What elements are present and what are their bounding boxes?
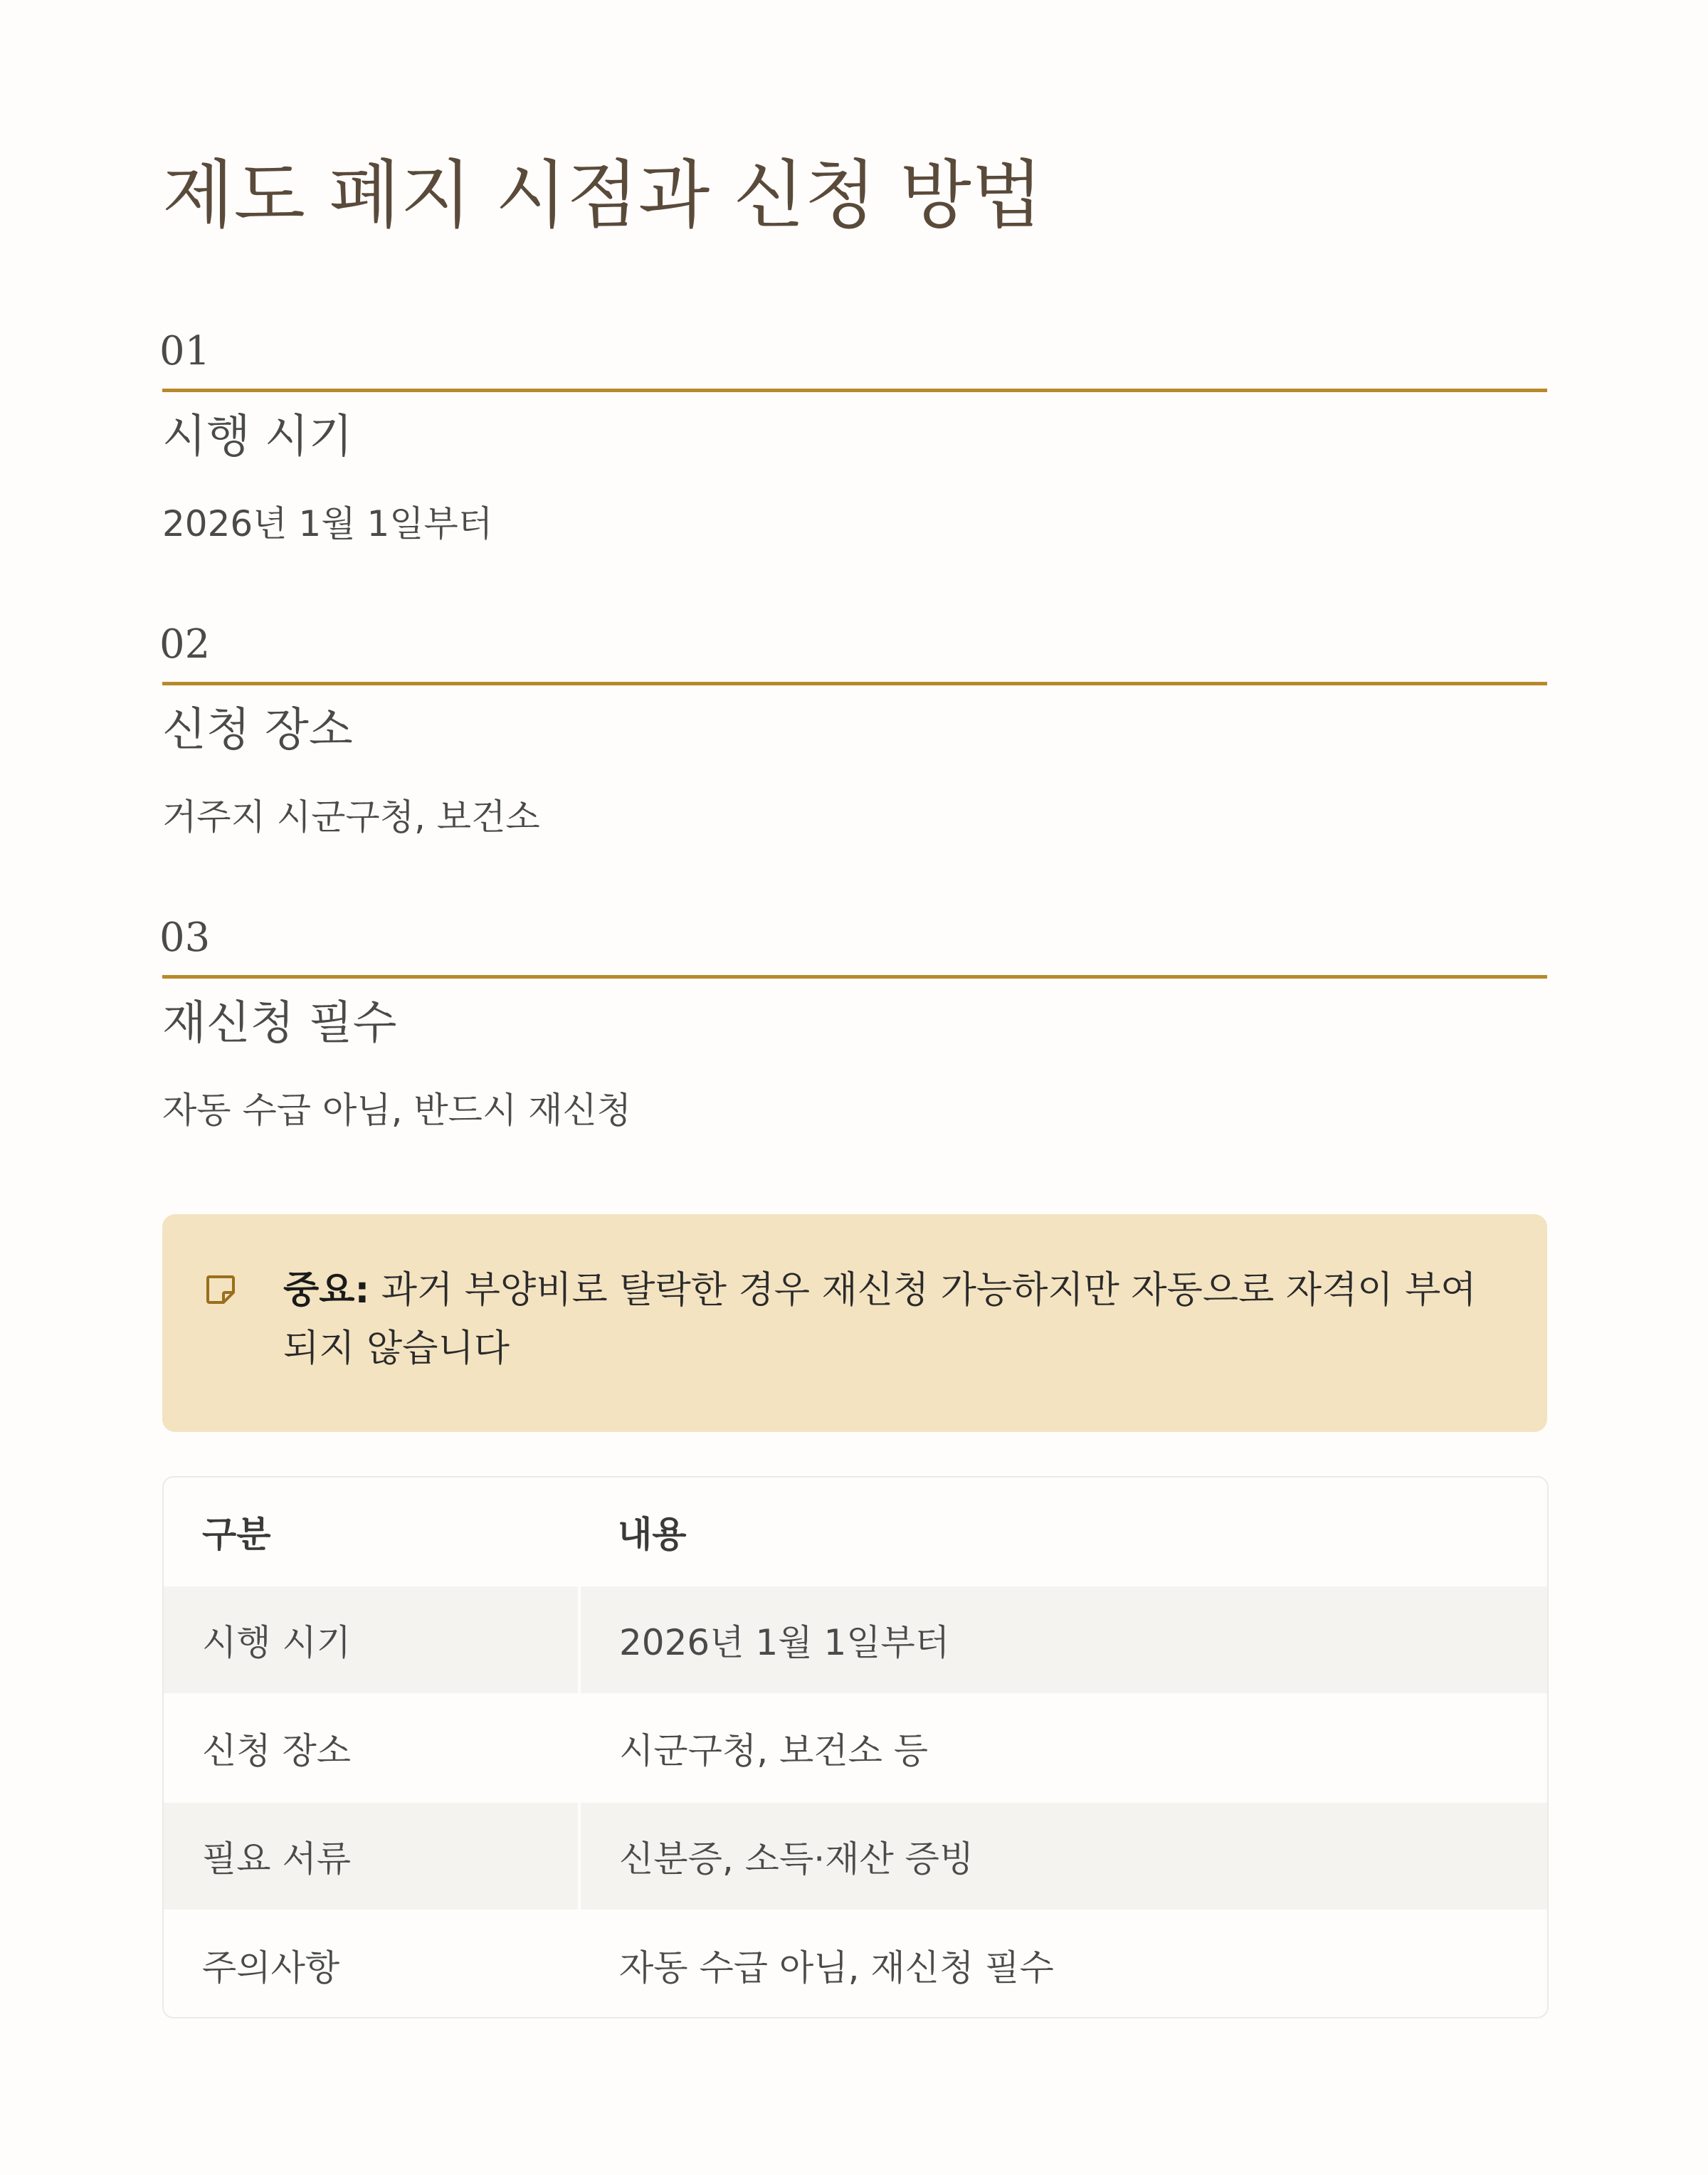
- callout-label: 중요:: [283, 1269, 370, 1312]
- column-header: 내용: [579, 1478, 1547, 1586]
- table-cell: 신분증, 소득·재산 증빙: [579, 1802, 1547, 1910]
- step-description: 2026년 1월 1일부터: [162, 503, 493, 544]
- step-title: 시행 시기: [162, 411, 353, 463]
- note-icon: [205, 1274, 236, 1305]
- table-cell: 필요 서류: [164, 1802, 579, 1910]
- step-title: 신청 장소: [162, 704, 353, 757]
- table-cell: 2026년 1월 1일부터: [579, 1586, 1547, 1694]
- summary-table: [162, 1476, 1549, 2018]
- table-cell: 신청 장소: [164, 1694, 579, 1802]
- callout-message: 과거 부양비로 탈락한 경우 재신청 가능하지만 자동으로 자격이 부여되지 않습니다: [283, 1269, 1477, 1370]
- table-row: [164, 1586, 1547, 1694]
- table-row: [164, 1694, 1547, 1802]
- step-description: 거주지 시군구청, 보건소: [162, 796, 540, 838]
- callout-text: [283, 1261, 1507, 1378]
- table-cell: 시군구청, 보건소 등: [579, 1694, 1547, 1802]
- step-number: 01: [159, 328, 211, 374]
- table-row: [164, 1910, 1547, 2018]
- page-title: 제도 폐지 시점과 신청 방법: [162, 152, 1043, 238]
- table-cell: 주의사항: [164, 1910, 579, 2018]
- step-divider: [162, 975, 1547, 979]
- table-header-row: [164, 1478, 1547, 1586]
- step-description: 자동 수급 아님, 반드시 재신청: [162, 1090, 632, 1131]
- table-row: [164, 1802, 1547, 1910]
- step-divider: [162, 389, 1547, 392]
- step-number: 03: [159, 915, 211, 961]
- step-title: 재신청 필수: [162, 997, 397, 1050]
- column-header: 구분: [164, 1478, 579, 1586]
- table-cell: 시행 시기: [164, 1586, 579, 1694]
- step-number: 02: [159, 621, 211, 668]
- step-divider: [162, 682, 1547, 685]
- important-callout: [162, 1214, 1547, 1432]
- table-cell: 자동 수급 아님, 재신청 필수: [579, 1910, 1547, 2018]
